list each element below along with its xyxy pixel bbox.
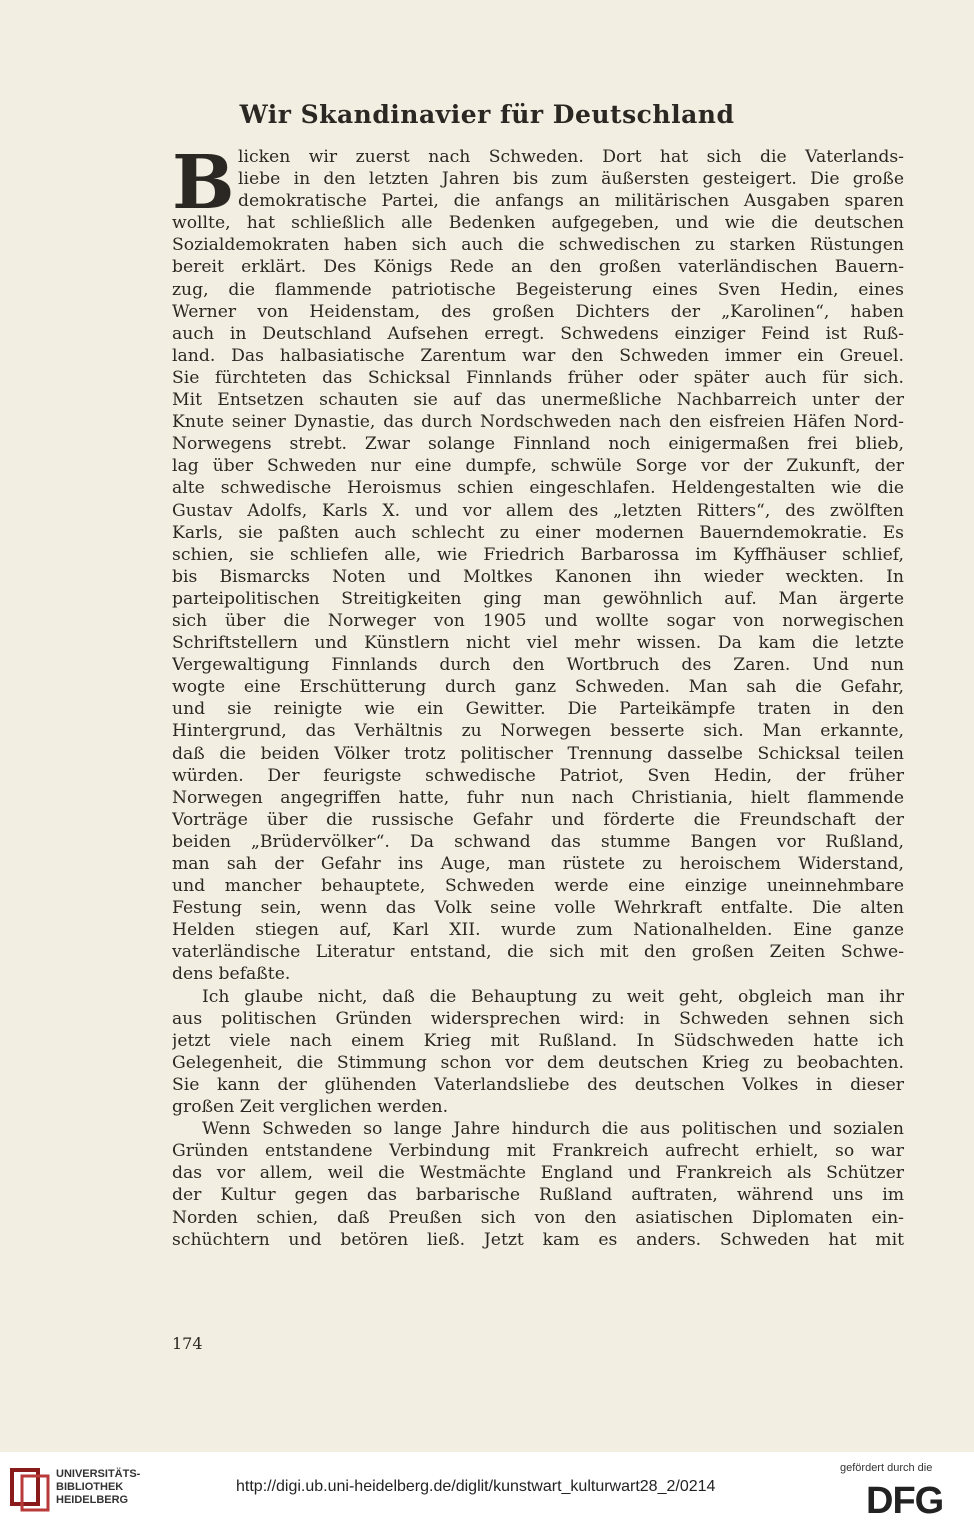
text-line: Sozialdemokraten haben sich auch die schwedischen zu starken Rüstungen [172,235,904,256]
text-line: Hintergrund, das Verhältnis zu Norwegen besserte sich. Man erkannte, [172,721,904,742]
text-line: bereit erklärt. Des Königs Rede an den großen vaterländischen Bauern- [172,257,904,278]
text-line: parteipolitischen Streitigkeiten ging man gewöhnlich auf. Man ärgerte [172,588,904,609]
article-body [172,140,904,1251]
text-line: daß die beiden Völker trotz politischer Trennung dasselbe Schicksal teilen [172,743,904,764]
text-line: jetzt viele nach einem Krieg mit Rußland. In Südschweden hatte ich [172,1030,904,1051]
dfg-logo: DFG [866,1480,944,1522]
text-line: Werner von Heidenstam, des großen Dichters der „Karolinen“, haben [172,301,904,322]
text-line: Norwegens strebt. Zwar solange Finnland noch einigermaßen frei blieb, [172,434,904,455]
library-name [56,1468,140,1507]
funded-by-label: gefördert durch die [840,1462,933,1474]
page-number: 174 [172,1334,203,1353]
text-line: Norwegen angegriffen hatte, fuhr nun nach Christiania, hielt flammende [172,787,904,808]
text-line: schüchtern und betören ließ. Jetzt kam es anders. Schweden hat mit [172,1229,904,1250]
text-line: aus politischen Gründen widersprechen wird: in Schweden sehnen sich [172,1008,904,1029]
text-line: Sie fürchteten das Schicksal Finnlands früher oder später auch für sich. [172,367,904,388]
text-line: alte schwedische Heroismus schien eingeschlafen. Heldengestalten wie die [172,478,904,499]
text-line: Mit Entsetzen schauten sie auf das unermeßliche Nachbarreich unter der [172,390,904,411]
text-line: schien, sie schliefen alle, wie Friedrich Barbarossa im Kyffhäuser schlief, [172,544,904,565]
library-name-line: UNIVERSITÄTS- [56,1468,141,1480]
text-line: das vor allem, weil die Westmächte England und Frankreich als Schützer [172,1163,904,1184]
text-line: Gründen entstandene Verbindung mit Frankreich aufrecht erhielt, so war [172,1141,904,1162]
text-line: dens befaßte. [172,964,291,985]
article-title: Wir Skandinavier für Deutschland [239,100,735,129]
text-line: würden. Der feurigste schwedische Patriot, Sven Hedin, der früher [172,765,904,786]
text-line: bis Bismarcks Noten und Moltkes Kanonen ihn wieder weckten. In [172,566,904,587]
text-line: Helden stiegen auf, Karl XII. wurde zum Nationalhelden. Eine ganze [172,920,904,941]
text-line: Festung sein, wenn das Volk seine volle Wehrkraft entfalte. Die alten [172,898,904,919]
text-line: lag über Schweden nur eine dumpfe, schwüle Sorge vor der Zukunft, der [172,456,904,477]
text-line: man sah der Gefahr ins Auge, man rüstete zu heroischem Widerstand, [172,854,904,874]
text-line: der Kultur gegen das barbarische Rußland auftraten, während uns im [172,1185,904,1206]
text-line: licken wir zuerst nach Schweden. Dort hat sich die Vaterlands- [238,147,904,167]
library-name-line: HEIDELBERG [56,1494,129,1506]
permalink-url[interactable]: http://digi.ub.uni-heidelberg.de/diglit/kunstwart_kulturwart28_2/0214 [236,1478,716,1495]
text-line: Knute seiner Dynastie, das durch Nordschweden nach den eisfreien Häfen Nord- [172,412,904,433]
text-line: Vergewaltigung Finnlands durch den Wortbruch des Zaren. Und nun [172,655,904,676]
text-line: auch in Deutschland Aufsehen erregt. Schwedens einziger Feind ist Ruß- [172,323,904,344]
library-logo-icon [10,1466,50,1512]
text-line: Gustav Adolfs, Karls X. und vor allem des „letzten Ritters“, des zwölften [172,500,904,521]
text-line: zug, die flammende patriotische Begeisterung eines Sven Hedin, eines [172,279,904,300]
text-line: wogte eine Erschütterung durch ganz Schweden. Man sah die Gefahr, [172,677,904,698]
text-line: Gelegenheit, die Stimmung schon vor dem deutschen Krieg zu beobachten. [172,1052,904,1073]
text-line: Karls, sie paßten auch schlecht zu einer modernen Bauerndemokratie. Es [172,522,904,543]
text-line: liebe in den letzten Jahren bis zum äußersten gesteigert. Die große [238,169,904,190]
text-line: und mancher behauptete, Schweden werde eine einzige uneinnehmbare [172,876,904,897]
text-line: Schriftstellern und Künstlern nicht viel mehr wissen. Da kam die letzte [172,633,904,654]
library-name-line: BIBLIOTHEK [56,1481,124,1493]
text-line: beiden „Brüdervölker“. Da schwand das stumme Bangen vor Rußland, [172,831,904,852]
text-line: vaterländische Literatur entstand, die sich mit den großen Zeiten Schwe- [172,942,904,963]
text-line: und sie reinigte wie ein Gewitter. Die Parteikämpfe traten in den [172,699,904,720]
text-line: großen Zeit verglichen werden. [172,1097,449,1118]
text-line: Wenn Schweden so lange Jahre hindurch die aus politischen und sozialen [202,1119,904,1140]
drop-cap: B [172,140,235,226]
text-line: wollte, hat schließlich alle Bedenken aufgegeben, und wie die deutschen [172,213,904,234]
text-line: Vorträge über die russische Gefahr und förderte die Freundschaft der [172,809,904,830]
text-line: demokratische Partei, die anfangs an militärischen Ausgaben sparen [238,191,904,212]
footer-bar [0,1452,974,1530]
text-line: Sie kann der glühenden Vaterlandsliebe des deutschen Volkes in dieser [172,1074,904,1095]
text-line: sich über die Norweger von 1905 und wollte sogar von norwegischen [172,610,904,631]
text-line: Norden schien, daß Preußen sich von den asiatischen Diplomaten ein- [172,1207,904,1228]
text-line: Ich glaube nicht, daß die Behauptung zu weit geht, obgleich man ihr [202,986,904,1007]
text-line: land. Das halbasiatische Zarentum war den Schweden immer ein Greuel. [172,345,904,366]
